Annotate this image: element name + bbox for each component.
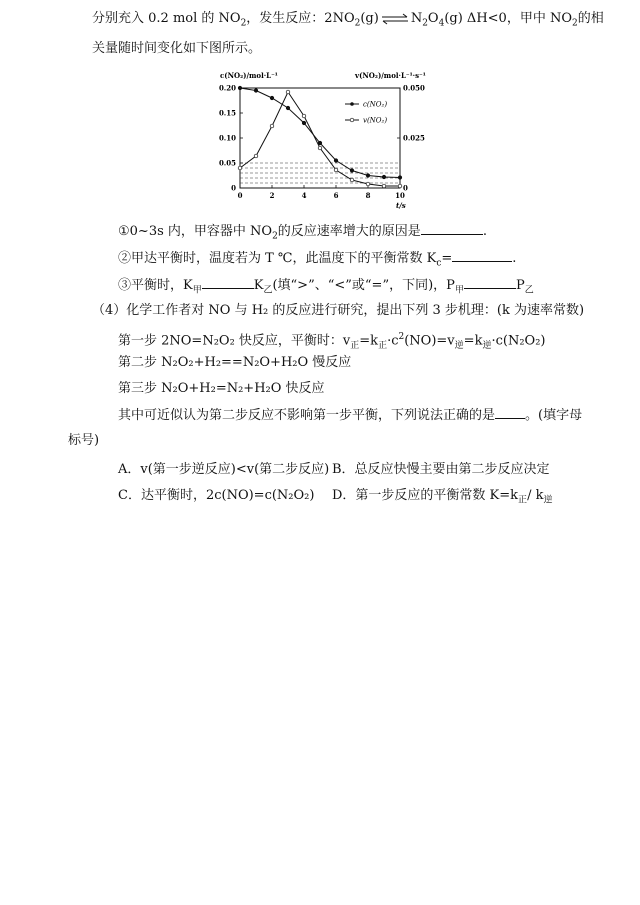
intro-line-2: 关量随时间变化如下图所示。	[92, 41, 262, 56]
subscript: 逆	[454, 340, 464, 351]
subscript: 逆	[482, 340, 492, 351]
x-tick-label: 10	[395, 191, 405, 200]
sub-question-3	[118, 276, 534, 300]
answer-blank[interactable]	[495, 406, 525, 419]
data-point-rate	[302, 114, 306, 118]
x-tick-label: 4	[301, 191, 307, 200]
step-text: =k	[359, 333, 379, 349]
q4-intro: （4）化学工作者对 NO 与 H₂ 的反应进行研究，提出下列 3 步机理：(k 为速率常数)	[92, 303, 585, 318]
right-tick-label: 0.025	[403, 133, 425, 143]
intro-text: (g) ΔH<0，甲中 NO	[444, 11, 572, 26]
subscript: 2	[272, 231, 278, 242]
data-point-rate	[318, 146, 322, 150]
subscript: 正	[518, 495, 528, 506]
x-tick-label: 0	[237, 191, 243, 200]
option-d[interactable]	[332, 484, 552, 506]
legend-marker-concentration	[350, 102, 354, 106]
subscript: 乙	[524, 285, 534, 296]
q4-step-1	[118, 328, 545, 355]
q4-step-3: 第三步 N₂O+H₂=N₂+H₂O 快反应	[118, 381, 325, 396]
step-text: ·c	[387, 333, 399, 349]
q4-step-2: 第二步 N₂O₂+H₂==N₂O+H₂O 慢反应	[118, 355, 352, 370]
data-point-rate	[254, 154, 258, 158]
data-point-rate	[350, 178, 354, 182]
question-text: .	[512, 251, 517, 266]
question-text: .	[482, 224, 487, 239]
left-tick-label: 0	[231, 183, 236, 193]
step-text: 第一步 2NO=N₂O₂ 快反应，平衡时：v	[118, 333, 351, 349]
left-tick-label: 0.20	[218, 83, 236, 93]
subscript: 甲	[192, 285, 202, 296]
data-point-concentration	[382, 175, 386, 179]
data-point-concentration	[318, 141, 322, 145]
intro-text: 的相	[577, 11, 604, 26]
question-text: =	[441, 251, 453, 266]
x-tick-label: 2	[269, 191, 275, 200]
sub-question-1	[118, 222, 487, 246]
data-point-concentration	[398, 176, 402, 180]
step-text: (NO)=v	[404, 333, 455, 349]
concentration-rate-chart	[205, 66, 430, 216]
left-tick-label: 0.10	[218, 133, 236, 143]
subscript: 正	[378, 340, 388, 351]
question-text: (填“>”、“<”或“=”，下同)，P	[272, 278, 455, 293]
data-point-concentration	[286, 106, 290, 110]
subscript: 2	[571, 18, 578, 29]
question-text: K	[253, 278, 264, 293]
option-c[interactable]: C．达平衡时，2c(NO)=c(N₂O₂)	[118, 488, 315, 503]
data-point-rate	[366, 182, 370, 186]
legend-label-concentration: c(NO₂)	[363, 100, 388, 109]
intro-text: O	[427, 11, 439, 26]
data-point-concentration	[254, 89, 258, 93]
question-text: ②甲达平衡时，温度若为 T ℃，此温度下的平衡常数 K	[118, 251, 437, 266]
intro-text: ，发生反应：2NO	[246, 11, 355, 26]
intro-text: 分别充入 0.2 mol 的 NO	[92, 11, 241, 26]
x-tick-label: 8	[365, 191, 371, 200]
x-axis-label: t/s	[396, 201, 406, 210]
data-point-concentration	[350, 169, 354, 173]
answer-blank[interactable]	[421, 222, 483, 235]
option-text: D．第一步反应的平衡常数 K=k	[332, 488, 519, 503]
question-text: P	[515, 278, 525, 293]
answer-blank[interactable]	[452, 249, 512, 262]
subscript: 正	[350, 340, 360, 351]
left-tick-label: 0.15	[218, 108, 236, 118]
data-point-concentration	[270, 96, 274, 100]
sub-question-2	[118, 249, 516, 273]
intro-line-1	[92, 10, 604, 33]
intro-text: (g)	[360, 11, 379, 26]
question-text: 。(填字母	[525, 408, 583, 423]
left-tick-label: 0.05	[218, 158, 236, 168]
answer-blank[interactable]	[464, 276, 516, 289]
left-axis-label: c(NO₂)/mol·L⁻¹	[220, 71, 278, 80]
question-text: 的反应速率增大的原因是	[277, 224, 421, 239]
subscript: 甲	[454, 285, 464, 296]
data-point-concentration	[366, 174, 370, 178]
x-tick-label: 6	[333, 191, 339, 200]
step-text: ·c(N₂O₂)	[491, 333, 546, 349]
subscript: c	[436, 258, 442, 269]
subscript: 2	[240, 18, 247, 29]
data-point-rate	[382, 184, 386, 188]
option-b[interactable]: B．总反应快慢主要由第二步反应决定	[332, 462, 550, 477]
question-text: ①0~3s 内，甲容器中 NO	[118, 224, 273, 239]
question-text: ③平衡时，K	[118, 278, 193, 293]
option-a[interactable]: A．v(第一步逆反应)<v(第二步反应)	[118, 462, 330, 477]
question-text: 其中可近似认为第二步反应不影响第一步平衡，下列说法正确的是	[118, 408, 496, 423]
option-text: / k	[527, 488, 544, 503]
data-point-rate	[286, 90, 290, 94]
legend-marker-rate	[350, 118, 354, 122]
q4-question	[118, 406, 582, 425]
data-point-rate	[398, 184, 402, 188]
subscript: 2	[422, 18, 428, 29]
right-tick-label: 0.050	[403, 83, 425, 93]
subscript: 逆	[543, 495, 553, 506]
q4-question-cont: 标号)	[68, 433, 100, 448]
data-point-rate	[238, 166, 242, 170]
legend-label-rate: v(NO₂)	[363, 116, 388, 125]
data-point-concentration	[302, 121, 306, 125]
step-text: =k	[463, 333, 483, 349]
equilibrium-arrow-icon	[381, 13, 409, 25]
superscript: 2	[398, 332, 405, 342]
subscript: 4	[438, 18, 445, 29]
data-point-rate	[270, 124, 274, 128]
data-point-concentration	[238, 86, 242, 90]
subscript: 乙	[263, 285, 273, 296]
right-axis-label: v(NO₂)/mol·L⁻¹·s⁻¹	[355, 71, 426, 80]
data-point-concentration	[334, 159, 338, 163]
right-tick-label: 0	[403, 183, 408, 193]
subscript: 2	[354, 18, 361, 29]
data-point-rate	[334, 168, 338, 172]
answer-blank[interactable]	[202, 276, 254, 289]
intro-text: N	[410, 11, 423, 26]
